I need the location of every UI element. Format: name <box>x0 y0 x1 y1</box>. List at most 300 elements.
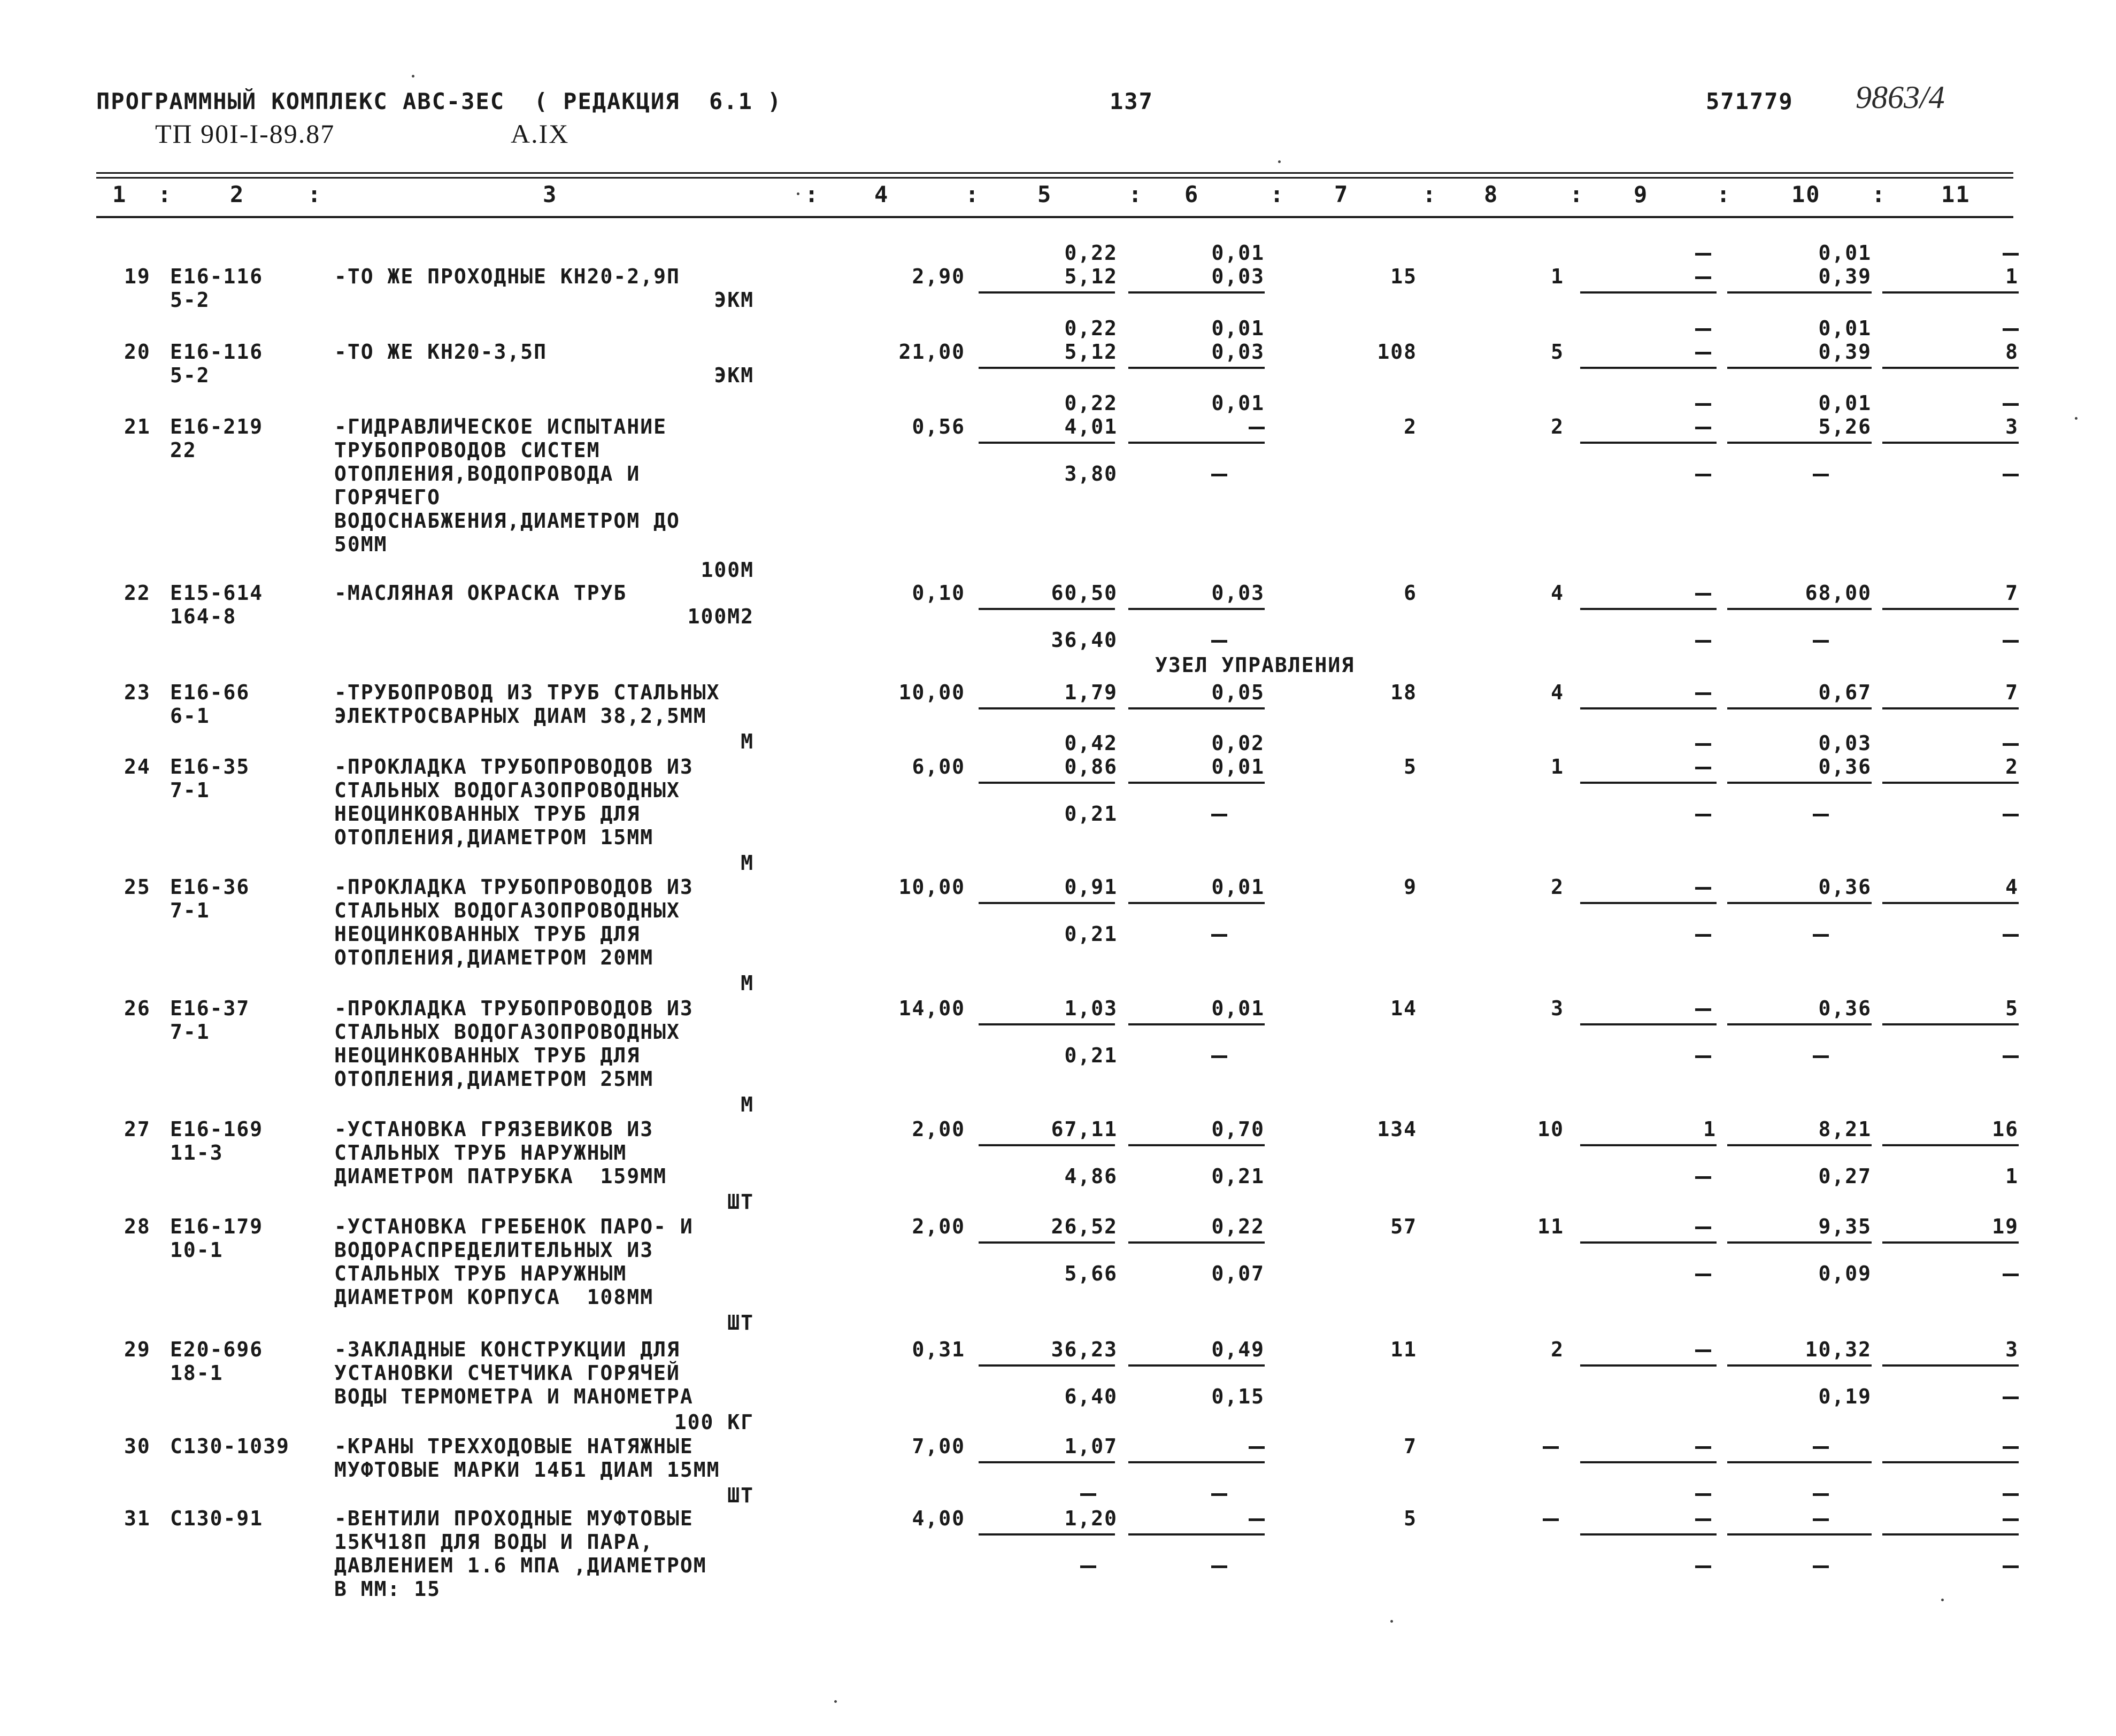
row-22-rule-col9 <box>1580 608 1717 610</box>
row-24-col11-pre-dash <box>2003 743 2019 746</box>
row-25-col9-sub-dash <box>1695 934 1711 937</box>
column-number-4: 4 <box>874 181 889 207</box>
row-21-rule-col11 <box>1882 442 2019 444</box>
row-27-col10: 8,21 <box>1818 1117 1872 1141</box>
row-26-col11-sub-dash <box>2003 1055 2019 1058</box>
row-23-rule-col10 <box>1727 707 1872 709</box>
row-30-rule-col10 <box>1727 1461 1872 1463</box>
scan-speck <box>1390 1620 1393 1623</box>
row-20-description-line: -ТО ЖЕ КН20-3,5П <box>334 340 548 364</box>
row-23-col5: 1,79 <box>1064 681 1118 704</box>
row-19-rule-col9 <box>1580 291 1717 294</box>
row-29-quantity: 0,31 <box>912 1338 965 1361</box>
row-20-col6: 0,03 <box>1211 340 1265 364</box>
row-26-description-line: -ПРОКЛАДКА ТРУБОПРОВОДОВ ИЗ <box>334 997 694 1020</box>
project-code: ТП 90I-I-89.87 <box>155 119 335 149</box>
column-number-11: 11 <box>1941 181 1971 207</box>
row-26-code-sub: 7-1 <box>170 1020 210 1044</box>
row-22-code-sub: 164-8 <box>170 605 237 628</box>
row-24-col5-sub: 0,21 <box>1064 802 1118 825</box>
row-26-number: 26 <box>124 997 151 1020</box>
row-19-rule-col5 <box>979 291 1115 294</box>
column-number-8: 8 <box>1484 181 1499 207</box>
scan-speck <box>2075 417 2077 420</box>
row-28-col10-sub: 0,09 <box>1818 1262 1872 1285</box>
row-28-code: Е16-179 <box>170 1215 264 1238</box>
row-24-col8: 1 <box>1551 755 1564 778</box>
row-25-rule-col9 <box>1580 902 1717 904</box>
row-28-rule-col11 <box>1882 1241 2019 1244</box>
column-separator: : <box>1128 181 1143 207</box>
row-26-col11: 5 <box>2005 997 2019 1020</box>
row-22-col6-sub-dash <box>1211 640 1227 643</box>
row-25-code: Е16-36 <box>170 875 250 899</box>
row-29-col10: 10,32 <box>1805 1338 1872 1361</box>
row-27-col6: 0,70 <box>1211 1117 1265 1141</box>
row-23-code: Е16-66 <box>170 681 250 704</box>
row-31-col8-dash <box>1543 1518 1559 1521</box>
column-number-9: 9 <box>1634 181 1649 207</box>
row-28-col7: 57 <box>1390 1215 1417 1238</box>
row-28-col10: 9,35 <box>1818 1215 1872 1238</box>
row-19-unit: ЭКМ <box>714 288 754 312</box>
row-24-description-line: НЕОЦИНКОВАННЫХ ТРУБ ДЛЯ <box>334 802 641 825</box>
row-22-col5: 60,50 <box>1051 581 1118 605</box>
row-23-col8: 4 <box>1551 681 1564 704</box>
row-28-rule-col5 <box>979 1241 1115 1244</box>
row-19-code: Е16-116 <box>170 265 264 288</box>
row-21-rule-col9 <box>1580 442 1717 444</box>
row-21-col8: 2 <box>1551 415 1564 438</box>
column-separator: : <box>805 181 820 207</box>
document-code: 571779 <box>1706 88 1794 114</box>
row-19-code-sub: 5-2 <box>170 288 210 312</box>
row-29-col5: 36,23 <box>1051 1338 1118 1361</box>
row-21-code: Е16-219 <box>170 415 264 438</box>
row-30-rule-col5 <box>979 1461 1115 1463</box>
row-25-col6: 0,01 <box>1211 875 1265 899</box>
row-22-col11-sub-dash <box>2003 640 2019 643</box>
row-19-col9-pre-dash <box>1695 253 1711 256</box>
row-22-number: 22 <box>124 581 151 605</box>
row-28-rule-col10 <box>1727 1241 1872 1244</box>
row-29-col6: 0,49 <box>1211 1338 1265 1361</box>
row-25-col11-sub-dash <box>2003 934 2019 937</box>
row-23-rule-col9 <box>1580 707 1717 709</box>
row-31-rule-col5 <box>979 1533 1115 1536</box>
row-27-col9: 1 <box>1703 1117 1717 1141</box>
row-25-col5: 0,91 <box>1064 875 1118 899</box>
row-31-col5: 1,20 <box>1064 1507 1118 1530</box>
column-separator: : <box>965 181 980 207</box>
handwritten-stamp: 9863/4 <box>1856 80 1945 115</box>
row-19-rule-col11 <box>1882 291 2019 294</box>
row-20-col5: 5,12 <box>1064 340 1118 364</box>
row-25-col10-sub-dash <box>1813 934 1829 937</box>
row-21-col10: 5,26 <box>1818 415 1872 438</box>
row-31-col10-dash <box>1813 1518 1829 1521</box>
row-24-col6: 0,01 <box>1211 755 1265 778</box>
row-27-code: Е16-169 <box>170 1117 264 1141</box>
row-26-description-line: ОТОПЛЕНИЯ,ДИАМЕТРОМ 25ММ <box>334 1067 654 1091</box>
row-22-unit: 100М2 <box>687 605 754 628</box>
row-30-description-line: -КРАНЫ ТРЕХХОДОВЫЕ НАТЯЖНЫЕ <box>334 1434 694 1458</box>
row-20-rule-col5 <box>979 367 1115 369</box>
row-21-col11-pre-dash <box>2003 403 2019 406</box>
row-28-col5-sub: 5,66 <box>1064 1262 1118 1285</box>
row-24-col10-sub-dash <box>1813 814 1829 816</box>
row-28-description-line: -УСТАНОВКА ГРЕБЕНОК ПАРО- И <box>334 1215 694 1238</box>
row-31-col11-dash <box>2003 1518 2019 1521</box>
row-29-col8: 2 <box>1551 1338 1564 1361</box>
row-25-description-line: -ПРОКЛАДКА ТРУБОПРОВОДОВ ИЗ <box>334 875 694 899</box>
row-25-col11: 4 <box>2005 875 2019 899</box>
row-20-col9-pre-dash <box>1695 328 1711 331</box>
row-21-col5: 4,01 <box>1064 415 1118 438</box>
row-27-col5: 67,11 <box>1051 1117 1118 1141</box>
row-26-col10-sub-dash <box>1813 1055 1829 1058</box>
column-separator: : <box>1717 181 1732 207</box>
row-30-col11-dash <box>2003 1446 2019 1449</box>
row-21-unit: 100М <box>701 558 754 582</box>
row-29-code-sub: 18-1 <box>170 1361 224 1385</box>
row-22-code: Е15-614 <box>170 581 264 605</box>
row-27-rule-col5 <box>979 1144 1115 1146</box>
column-number-6: 6 <box>1184 181 1199 207</box>
row-24-rule-col6 <box>1128 782 1265 784</box>
row-26-col5: 1,03 <box>1064 997 1118 1020</box>
row-26-col8: 3 <box>1551 997 1564 1020</box>
row-20-rule-col9 <box>1580 367 1717 369</box>
row-26-quantity: 14,00 <box>898 997 965 1020</box>
row-31-col5-sub-dash <box>1080 1565 1096 1568</box>
row-25-rule-col11 <box>1882 902 2019 904</box>
row-24-col10-pre: 0,03 <box>1818 731 1872 755</box>
page-number: 137 <box>1110 88 1153 114</box>
row-27-description-line: -УСТАНОВКА ГРЯЗЕВИКОВ ИЗ <box>334 1117 654 1141</box>
row-19-col6-pre: 0,01 <box>1211 241 1265 265</box>
row-28-col6-sub: 0,07 <box>1211 1262 1265 1285</box>
row-26-rule-col11 <box>1882 1023 2019 1025</box>
column-number-5: 5 <box>1037 181 1052 207</box>
row-21-col5-pre: 0,22 <box>1064 391 1118 415</box>
row-24-col9-sub-dash <box>1695 814 1711 816</box>
row-27-description-line: СТАЛЬНЫХ ТРУБ НАРУЖНЫМ <box>334 1141 627 1164</box>
column-number-10: 10 <box>1791 181 1821 207</box>
row-19-col11-pre-dash <box>2003 253 2019 256</box>
row-24-code: Е16-35 <box>170 755 250 778</box>
row-31-col6-sub-dash <box>1211 1565 1227 1568</box>
row-21-description-line: 50ММ <box>334 533 388 556</box>
row-27-col5-sub: 4,86 <box>1064 1164 1118 1188</box>
row-30-col8-dash <box>1543 1446 1559 1449</box>
row-30-rule-col11 <box>1882 1461 2019 1463</box>
row-19-col6: 0,03 <box>1211 265 1265 288</box>
row-30-unit: ШТ <box>727 1484 754 1507</box>
row-19-col8: 1 <box>1551 265 1564 288</box>
row-30-rule-col6 <box>1128 1461 1265 1463</box>
row-24-number: 24 <box>124 755 151 778</box>
row-24-description-line: -ПРОКЛАДКА ТРУБОПРОВОДОВ ИЗ <box>334 755 694 778</box>
row-29-unit: 100 КГ <box>674 1410 754 1434</box>
row-24-col10: 0,36 <box>1818 755 1872 778</box>
header-bottom-rule <box>96 216 2013 218</box>
column-separator: : <box>1569 181 1584 207</box>
row-29-col7: 11 <box>1390 1338 1417 1361</box>
row-26-rule-col10 <box>1727 1023 1872 1025</box>
row-20-unit: ЭКМ <box>714 364 754 387</box>
row-20-col7: 108 <box>1377 340 1417 364</box>
row-25-number: 25 <box>124 875 151 899</box>
row-21-col9-pre-dash <box>1695 403 1711 406</box>
row-20-code: Е16-116 <box>170 340 264 364</box>
row-26-col5-sub: 0,21 <box>1064 1044 1118 1067</box>
row-29-number: 29 <box>124 1338 151 1361</box>
row-26-rule-col5 <box>979 1023 1115 1025</box>
row-24-col9-pre-dash <box>1695 743 1711 746</box>
scan-speck <box>412 75 414 78</box>
column-separator: : <box>1422 181 1437 207</box>
row-30-code: С130-1039 <box>170 1434 290 1458</box>
row-30-col6-sub-dash <box>1211 1493 1227 1496</box>
row-25-rule-col6 <box>1128 902 1265 904</box>
row-24-col5-pre: 0,42 <box>1064 731 1118 755</box>
row-31-rule-col6 <box>1128 1533 1265 1536</box>
row-29-col10-sub: 0,19 <box>1818 1385 1872 1408</box>
row-28-rule-col9 <box>1580 1241 1717 1244</box>
row-23-code-sub: 6-1 <box>170 704 210 728</box>
row-21-rule-col6 <box>1128 442 1265 444</box>
row-19-col10-pre: 0,01 <box>1818 241 1872 265</box>
program-header: ПРОГРАММНЫЙ КОМПЛЕКС АВС-ЗЕС ( РЕДАКЦИЯ 6.1 ) <box>96 88 782 114</box>
row-28-col5: 26,52 <box>1051 1215 1118 1238</box>
row-20-col6-pre: 0,01 <box>1211 317 1265 340</box>
row-27-quantity: 2,00 <box>912 1117 965 1141</box>
row-28-description-line: СТАЛЬНЫХ ТРУБ НАРУЖНЫМ <box>334 1262 627 1285</box>
row-24-col7: 5 <box>1404 755 1417 778</box>
row-21-description-line: ТРУБОПРОВОДОВ СИСТЕМ <box>334 438 601 462</box>
row-28-col11-sub-dash <box>2003 1274 2019 1276</box>
row-20-quantity: 21,00 <box>898 340 965 364</box>
row-24-col6-sub-dash <box>1211 814 1227 816</box>
row-30-col5-sub-dash <box>1080 1493 1096 1496</box>
row-22-col5-sub: 36,40 <box>1051 628 1118 652</box>
row-19-col7: 15 <box>1390 265 1417 288</box>
row-22-col11: 7 <box>2005 581 2019 605</box>
row-25-rule-col5 <box>979 902 1115 904</box>
row-31-col10-sub-dash <box>1813 1565 1829 1568</box>
row-30-description-line: МУФТОВЫЕ МАРКИ 14Б1 ДИАМ 15ММ <box>334 1458 720 1482</box>
row-21-col10-pre: 0,01 <box>1818 391 1872 415</box>
row-28-number: 28 <box>124 1215 151 1238</box>
row-28-col11: 19 <box>1992 1215 2019 1238</box>
row-23-rule-col11 <box>1882 707 2019 709</box>
row-20-col11-pre-dash <box>2003 328 2019 331</box>
row-29-col11: 3 <box>2005 1338 2019 1361</box>
row-26-description-line: НЕОЦИНКОВАННЫХ ТРУБ ДЛЯ <box>334 1044 641 1067</box>
row-28-col6: 0,22 <box>1211 1215 1265 1238</box>
row-21-quantity: 0,56 <box>912 415 965 438</box>
row-27-rule-col6 <box>1128 1144 1265 1146</box>
row-20-code-sub: 5-2 <box>170 364 210 387</box>
row-31-description-line: -ВЕНТИЛИ ПРОХОДНЫЕ МУФТОВЫЕ <box>334 1507 694 1530</box>
row-25-code-sub: 7-1 <box>170 899 210 922</box>
row-30-col9-sub-dash <box>1695 1493 1711 1496</box>
row-29-rule-col9 <box>1580 1364 1717 1367</box>
row-27-col10-sub: 0,27 <box>1818 1164 1872 1188</box>
row-25-quantity: 10,00 <box>898 875 965 899</box>
row-23-description-line: ЭЛЕКТРОСВАРНЫХ ДИАМ 38,2,5ММ <box>334 704 707 728</box>
row-26-col9-sub-dash <box>1695 1055 1711 1058</box>
row-29-rule-col11 <box>1882 1364 2019 1367</box>
row-29-col5-sub: 6,40 <box>1064 1385 1118 1408</box>
row-24-col6-pre: 0,02 <box>1211 731 1265 755</box>
row-31-col11-sub-dash <box>2003 1565 2019 1568</box>
row-20-col8: 5 <box>1551 340 1564 364</box>
row-31-description-line: 15КЧ18П ДЛЯ ВОДЫ И ПАРА, <box>334 1530 654 1554</box>
row-26-code: Е16-37 <box>170 997 250 1020</box>
row-26-col10: 0,36 <box>1818 997 1872 1020</box>
row-19-rule-col10 <box>1727 291 1872 294</box>
row-30-quantity: 7,00 <box>912 1434 965 1458</box>
row-21-number: 21 <box>124 415 151 438</box>
row-27-rule-col9 <box>1580 1144 1717 1146</box>
row-24-description-line: ОТОПЛЕНИЯ,ДИАМЕТРОМ 15ММ <box>334 825 654 849</box>
row-21-code-sub: 22 <box>170 438 197 462</box>
column-number-3: 3 <box>543 181 558 207</box>
column-number-2: 2 <box>230 181 245 207</box>
row-23-number: 23 <box>124 681 151 704</box>
row-25-col7: 9 <box>1404 875 1417 899</box>
row-29-description-line: -ЗАКЛАДНЫЕ КОНСТРУКЦИИ ДЛЯ <box>334 1338 680 1361</box>
row-22-col10-sub-dash <box>1813 640 1829 643</box>
row-21-col6-sub-dash <box>1211 474 1227 476</box>
row-21-col10-sub-dash <box>1813 474 1829 476</box>
row-22-rule-col6 <box>1128 608 1265 610</box>
row-31-col7: 5 <box>1404 1507 1417 1530</box>
row-19-number: 19 <box>124 265 151 288</box>
row-23-unit: М <box>741 730 754 753</box>
row-28-description-line: ВОДОРАСПРЕДЕЛИТЕЛЬНЫХ ИЗ <box>334 1238 654 1262</box>
row-31-description-line: В ММ: 15 <box>334 1577 441 1601</box>
row-24-rule-col10 <box>1727 782 1872 784</box>
row-24-col11: 2 <box>2005 755 2019 778</box>
row-20-rule-col6 <box>1128 367 1265 369</box>
row-24-col11-sub-dash <box>2003 814 2019 816</box>
scan-speck <box>1941 1599 1944 1601</box>
row-23-col6: 0,05 <box>1211 681 1265 704</box>
row-19-col5-pre: 0,22 <box>1064 241 1118 265</box>
row-21-col7: 2 <box>1404 415 1417 438</box>
row-28-rule-col6 <box>1128 1241 1265 1244</box>
row-29-rule-col6 <box>1128 1364 1265 1367</box>
row-31-quantity: 4,00 <box>912 1507 965 1530</box>
row-25-col6-sub-dash <box>1211 934 1227 937</box>
row-27-unit: ШТ <box>727 1190 754 1214</box>
row-24-col5: 0,86 <box>1064 755 1118 778</box>
row-24-rule-col11 <box>1882 782 2019 784</box>
row-31-rule-col9 <box>1580 1533 1717 1536</box>
row-23-col10: 0,67 <box>1818 681 1872 704</box>
row-30-col10-sub-dash <box>1813 1493 1829 1496</box>
column-number-7: 7 <box>1334 181 1349 207</box>
column-separator: : <box>1270 181 1285 207</box>
row-31-rule-col10 <box>1727 1533 1872 1536</box>
row-26-col6: 0,01 <box>1211 997 1265 1020</box>
row-20-number: 20 <box>124 340 151 364</box>
row-25-col5-sub: 0,21 <box>1064 922 1118 946</box>
row-25-description-line: СТАЛЬНЫХ ВОДОГАЗОПРОВОДНЫХ <box>334 899 680 922</box>
row-20-rule-col11 <box>1882 367 2019 369</box>
row-26-col7: 14 <box>1390 997 1417 1020</box>
row-21-col11-sub-dash <box>2003 474 2019 476</box>
row-26-col6-sub-dash <box>1211 1055 1227 1058</box>
row-22-rule-col5 <box>979 608 1115 610</box>
row-30-col5: 1,07 <box>1064 1434 1118 1458</box>
row-27-rule-col10 <box>1727 1144 1872 1146</box>
row-25-description-line: НЕОЦИНКОВАННЫХ ТРУБ ДЛЯ <box>334 922 641 946</box>
row-23-col11: 7 <box>2005 681 2019 704</box>
row-24-unit: М <box>741 851 754 875</box>
row-27-col11: 16 <box>1992 1117 2019 1141</box>
row-27-code-sub: 11-3 <box>170 1141 224 1164</box>
row-29-rule-col5 <box>979 1364 1115 1367</box>
column-separator: : <box>307 181 322 207</box>
header-top-rule <box>96 172 2013 174</box>
row-31-rule-col11 <box>1882 1533 2019 1536</box>
row-29-rule-col10 <box>1727 1364 1872 1367</box>
row-22-col9-sub-dash <box>1695 640 1711 643</box>
row-24-quantity: 6,00 <box>912 755 965 778</box>
scan-speck <box>797 192 799 195</box>
row-23-rule-col5 <box>979 707 1115 709</box>
row-20-col10: 0,39 <box>1818 340 1872 364</box>
row-21-col11: 3 <box>2005 415 2019 438</box>
row-22-rule-col11 <box>1882 608 2019 610</box>
row-29-col6-sub: 0,15 <box>1211 1385 1265 1408</box>
row-27-rule-col11 <box>1882 1144 2019 1146</box>
row-29-code: Е20-696 <box>170 1338 264 1361</box>
row-19-rule-col6 <box>1128 291 1265 294</box>
row-30-col7: 7 <box>1404 1434 1417 1458</box>
row-19-quantity: 2,90 <box>912 265 965 288</box>
row-26-unit: М <box>741 1093 754 1116</box>
row-21-col9-sub-dash <box>1695 474 1711 476</box>
row-22-col8: 4 <box>1551 581 1564 605</box>
section-label: УЗЕЛ УПРАВЛЕНИЯ <box>1155 653 1355 677</box>
row-26-description-line: СТАЛЬНЫХ ВОДОГАЗОПРОВОДНЫХ <box>334 1020 680 1044</box>
row-31-number: 31 <box>124 1507 151 1530</box>
row-24-rule-col5 <box>979 782 1115 784</box>
row-27-col6-sub: 0,21 <box>1211 1164 1265 1188</box>
row-30-col10-dash <box>1813 1446 1829 1449</box>
row-28-description-line: ДИАМЕТРОМ КОРПУСА 108ММ <box>334 1285 654 1309</box>
row-30-col11-sub-dash <box>2003 1493 2019 1496</box>
row-27-col11-sub: 1 <box>2005 1164 2019 1188</box>
row-31-col9-sub-dash <box>1695 1565 1711 1568</box>
row-20-col10-pre: 0,01 <box>1818 317 1872 340</box>
row-27-number: 27 <box>124 1117 151 1141</box>
row-25-col8: 2 <box>1551 875 1564 899</box>
row-26-rule-col9 <box>1580 1023 1717 1025</box>
row-20-col5-pre: 0,22 <box>1064 317 1118 340</box>
row-29-description-line: ВОДЫ ТЕРМОМЕТРА И МАНОМЕТРА <box>334 1385 694 1408</box>
row-29-description-line: УСТАНОВКИ СЧЕТЧИКА ГОРЯЧЕЙ <box>334 1361 680 1385</box>
row-19-col10: 0,39 <box>1818 265 1872 288</box>
row-23-description-line: -ТРУБОПРОВОД ИЗ ТРУБ СТАЛЬНЫХ <box>334 681 720 704</box>
row-19-description-line: -ТО ЖЕ ПРОХОДНЫЕ КН20-2,9П <box>334 265 680 288</box>
row-30-col9-dash <box>1695 1446 1711 1449</box>
